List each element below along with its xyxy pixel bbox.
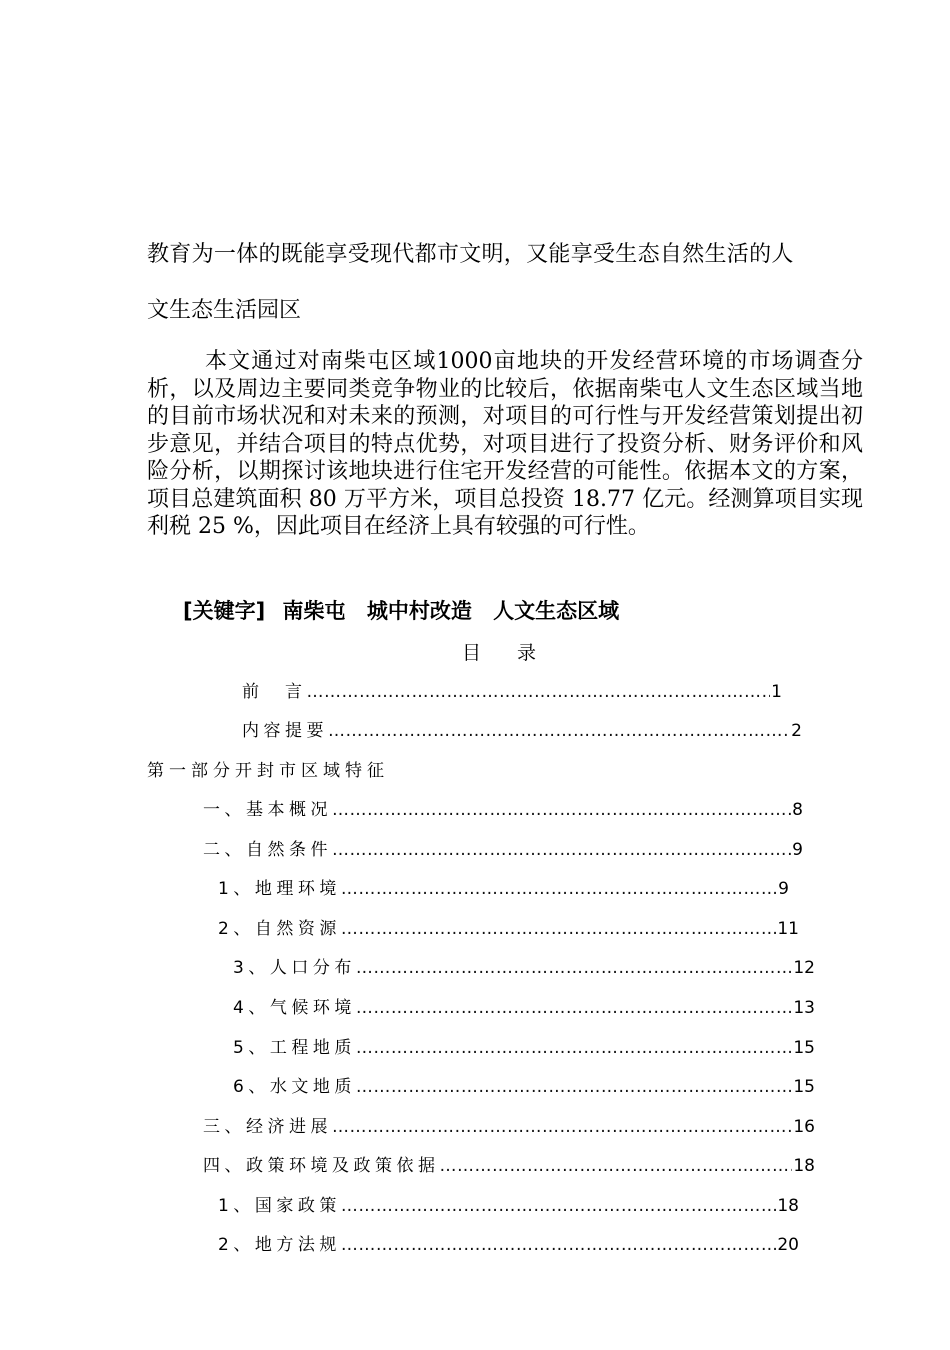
- toc-entry-label: 2、自然资源: [218, 919, 341, 939]
- toc-leader-dots: [341, 1233, 777, 1257]
- toc-leader-dots: [332, 1115, 792, 1139]
- toc-entry[interactable]: [218, 877, 789, 901]
- toc-leader-dots: [341, 1194, 777, 1218]
- toc-leader-dots: [341, 917, 777, 941]
- toc-entry-page: 18: [777, 1196, 799, 1216]
- toc-entry[interactable]: [203, 798, 803, 822]
- toc-entry-label: 2、地方法规: [218, 1235, 341, 1255]
- toc-entry-page: 13: [793, 998, 815, 1018]
- toc-leader-dots: [356, 996, 793, 1020]
- toc-entry-label: 四、政策环境及政策依据: [203, 1156, 440, 1176]
- toc-entry-page: 15: [793, 1077, 815, 1097]
- toc-entry[interactable]: [242, 719, 802, 743]
- toc-leader-dots: [328, 719, 790, 743]
- toc-entry-label: 5、工程地质: [233, 1038, 356, 1058]
- toc-title: 目录: [462, 642, 573, 664]
- toc-leader-dots: [356, 956, 793, 980]
- toc-leader-dots: [440, 1154, 793, 1178]
- keyword-item: 人文生态区域: [493, 599, 620, 623]
- toc-entry-page: 9: [792, 840, 803, 860]
- toc-entry[interactable]: [233, 1036, 815, 1060]
- toc-entry-label: 3、人口分布: [233, 958, 356, 978]
- toc-entry[interactable]: [233, 956, 815, 980]
- toc-entry-page: 15: [793, 1038, 815, 1058]
- toc-leader-dots: [356, 1075, 793, 1099]
- toc-entry[interactable]: [203, 1154, 815, 1178]
- keyword-item: 南柴屯: [282, 599, 346, 623]
- toc-entry[interactable]: [233, 996, 815, 1020]
- toc-entry-page: 20: [777, 1235, 799, 1255]
- toc-entry-page: 12: [793, 958, 815, 978]
- toc-entry-page: 16: [793, 1117, 815, 1137]
- keywords-label: [关键字]: [183, 599, 266, 623]
- toc-entry[interactable]: [233, 1075, 815, 1099]
- toc-entry-page: 2: [791, 721, 802, 741]
- toc-entry-label: 二、自然条件: [203, 840, 332, 860]
- toc-entry-label: 6、水文地质: [233, 1077, 356, 1097]
- toc-entry-page: 8: [792, 800, 803, 820]
- toc-entry[interactable]: [242, 680, 782, 704]
- toc-entry[interactable]: [218, 1194, 799, 1218]
- toc-entry[interactable]: [203, 1115, 815, 1139]
- toc-entry[interactable]: [203, 838, 803, 862]
- toc-leader-dots: [332, 838, 791, 862]
- toc-leader-dots: [356, 1036, 793, 1060]
- toc-entry-label: 1、地理环境: [218, 879, 341, 899]
- toc-entry-label: 1、国家政策: [218, 1196, 341, 1216]
- toc-leader-dots: [332, 798, 791, 822]
- toc-entry-label: 一、基本概况: [203, 800, 332, 820]
- toc-entry-page: 1: [771, 682, 782, 702]
- keyword-item: 城中村改造: [366, 599, 472, 623]
- toc-entry-label: 4、气候环境: [233, 998, 356, 1018]
- toc-leader-dots: [341, 877, 777, 901]
- toc-section-heading[interactable]: 第一部分开封市区域特征: [147, 761, 389, 781]
- toc-entry-page: 11: [777, 919, 799, 939]
- body-text-line: 文生态生活园区: [147, 298, 302, 323]
- toc-entry-page: 18: [793, 1156, 815, 1176]
- toc-entry[interactable]: [218, 917, 799, 941]
- toc-leader-dots: [307, 680, 771, 704]
- toc-entry-label: 内容提要: [242, 721, 328, 741]
- toc-entry-label: 三、经济进展: [203, 1117, 332, 1137]
- body-text-line: 教育为一体的既能享受现代都市文明，又能享受生态自然生活的人: [147, 242, 794, 267]
- toc-entry-page: 9: [778, 879, 789, 899]
- toc-entry[interactable]: [218, 1233, 799, 1257]
- toc-entry-label: 前 言: [242, 682, 307, 702]
- abstract-paragraph: 本文通过对南柴屯区域1000亩地块的开发经营环境的市场调查分析，以及周边主要同类竞争物业的比较后，依据南柴屯人文生态区域当地的目前市场状况和对未来的预测，对项目的可行性与开发经营策划提出初步意见，并结合项目的特点优势，对项目进行了投资分析、财务评价和风险分析，以期探讨该地块进行住宅开发经营的可能性。依据本文的方案，项目总建筑面积 80 万平方米，项目总投资 18.77 亿元。经测算项目实现利税 25 %，因此项目在经济上具有较强的可行性。: [147, 349, 863, 539]
